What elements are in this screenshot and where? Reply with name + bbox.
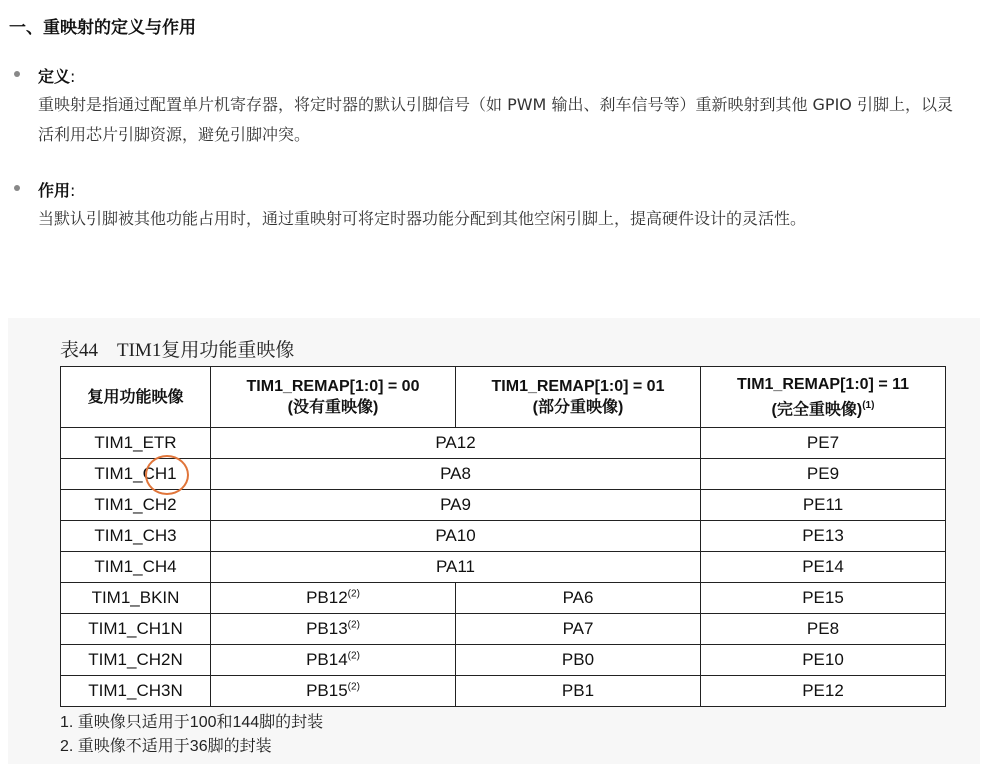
purpose-term: 作用: — [38, 181, 76, 200]
pin-cell: PE14 — [701, 552, 946, 583]
header-cell: TIM1_REMAP[1:0] = 11 (完全重映像)$^{(1)}$ — [701, 367, 946, 428]
table-row — [61, 428, 946, 459]
pin-cell: PE15 — [701, 583, 946, 614]
function-cell: TIM1_CH2N — [61, 645, 211, 676]
table-row — [61, 459, 946, 490]
function-cell: TIM1_CH2 — [61, 490, 211, 521]
function-cell: TIM1_CH3N — [61, 676, 211, 707]
remap-table-image — [8, 318, 980, 764]
table-row — [61, 676, 946, 707]
table-row — [61, 490, 946, 521]
pin-cell: PA12 — [211, 428, 701, 459]
table-row — [61, 552, 946, 583]
definition-text: 重映射是指通过配置单片机寄存器，将定时器的默认引脚信号（如 PWM 输出、刹车信号等）重新映射到其他 GPIO 引脚上，以灵活利用芯片引脚资源，避免引脚冲突。 — [38, 95, 953, 144]
footnote: 1. 重映像只适用于100和144脚的封装 — [60, 714, 324, 731]
function-cell: TIM1_CH1 — [61, 459, 211, 490]
remap-table — [60, 366, 946, 707]
pin-cell: PA7 — [456, 614, 701, 645]
pin-cell: PB12$^{(2)}$ — [211, 583, 456, 614]
function-cell: TIM1_CH3 — [61, 521, 211, 552]
pin-cell: PA6 — [456, 583, 701, 614]
pin-cell: PE11 — [701, 490, 946, 521]
pin-cell: PE7 — [701, 428, 946, 459]
bullet-icon — [14, 185, 20, 191]
function-cell: TIM1_ETR — [61, 428, 211, 459]
table-caption: 表44 TIM1复用功能重映像 — [60, 340, 295, 361]
purpose-text: 当默认引脚被其他功能占用时，通过重映射可将定时器功能分配到其他空闲引脚上，提高硬件设计的灵活性。 — [38, 209, 807, 228]
function-cell: TIM1_BKIN — [61, 583, 211, 614]
header-cell: TIM1_REMAP[1:0] = 01 (部分重映像) — [456, 367, 701, 428]
pin-cell: PE12 — [701, 676, 946, 707]
table-header-row — [61, 367, 946, 428]
table-row — [61, 645, 946, 676]
function-cell: TIM1_CH1N — [61, 614, 211, 645]
pin-cell: PB15$^{(2)}$ — [211, 676, 456, 707]
header-cell: TIM1_REMAP[1:0] = 00 (没有重映像) — [211, 367, 456, 428]
pin-cell: PA9 — [211, 490, 701, 521]
footnote: 2. 重映像不适用于36脚的封装 — [60, 738, 272, 755]
section-heading: 一、重映射的定义与作用 — [9, 18, 196, 38]
pin-cell: PA8 — [211, 459, 701, 490]
table-row — [61, 583, 946, 614]
pin-cell: PB0 — [456, 645, 701, 676]
function-cell: TIM1_CH4 — [61, 552, 211, 583]
pin-cell: PE9 — [701, 459, 946, 490]
pin-cell: PA11 — [211, 552, 701, 583]
pin-cell: PA10 — [211, 521, 701, 552]
definition-term: 定义: — [38, 67, 76, 86]
bullet-icon — [14, 71, 20, 77]
table-row — [61, 521, 946, 552]
pin-cell: PE10 — [701, 645, 946, 676]
table-row — [61, 614, 946, 645]
pin-cell: PE13 — [701, 521, 946, 552]
pin-cell: PB14$^{(2)}$ — [211, 645, 456, 676]
header-cell: 复用功能映像 — [61, 367, 211, 428]
pin-cell: PB1 — [456, 676, 701, 707]
pin-cell: PB13$^{(2)}$ — [211, 614, 456, 645]
table-footnotes — [60, 711, 323, 759]
pin-cell: PE8 — [701, 614, 946, 645]
